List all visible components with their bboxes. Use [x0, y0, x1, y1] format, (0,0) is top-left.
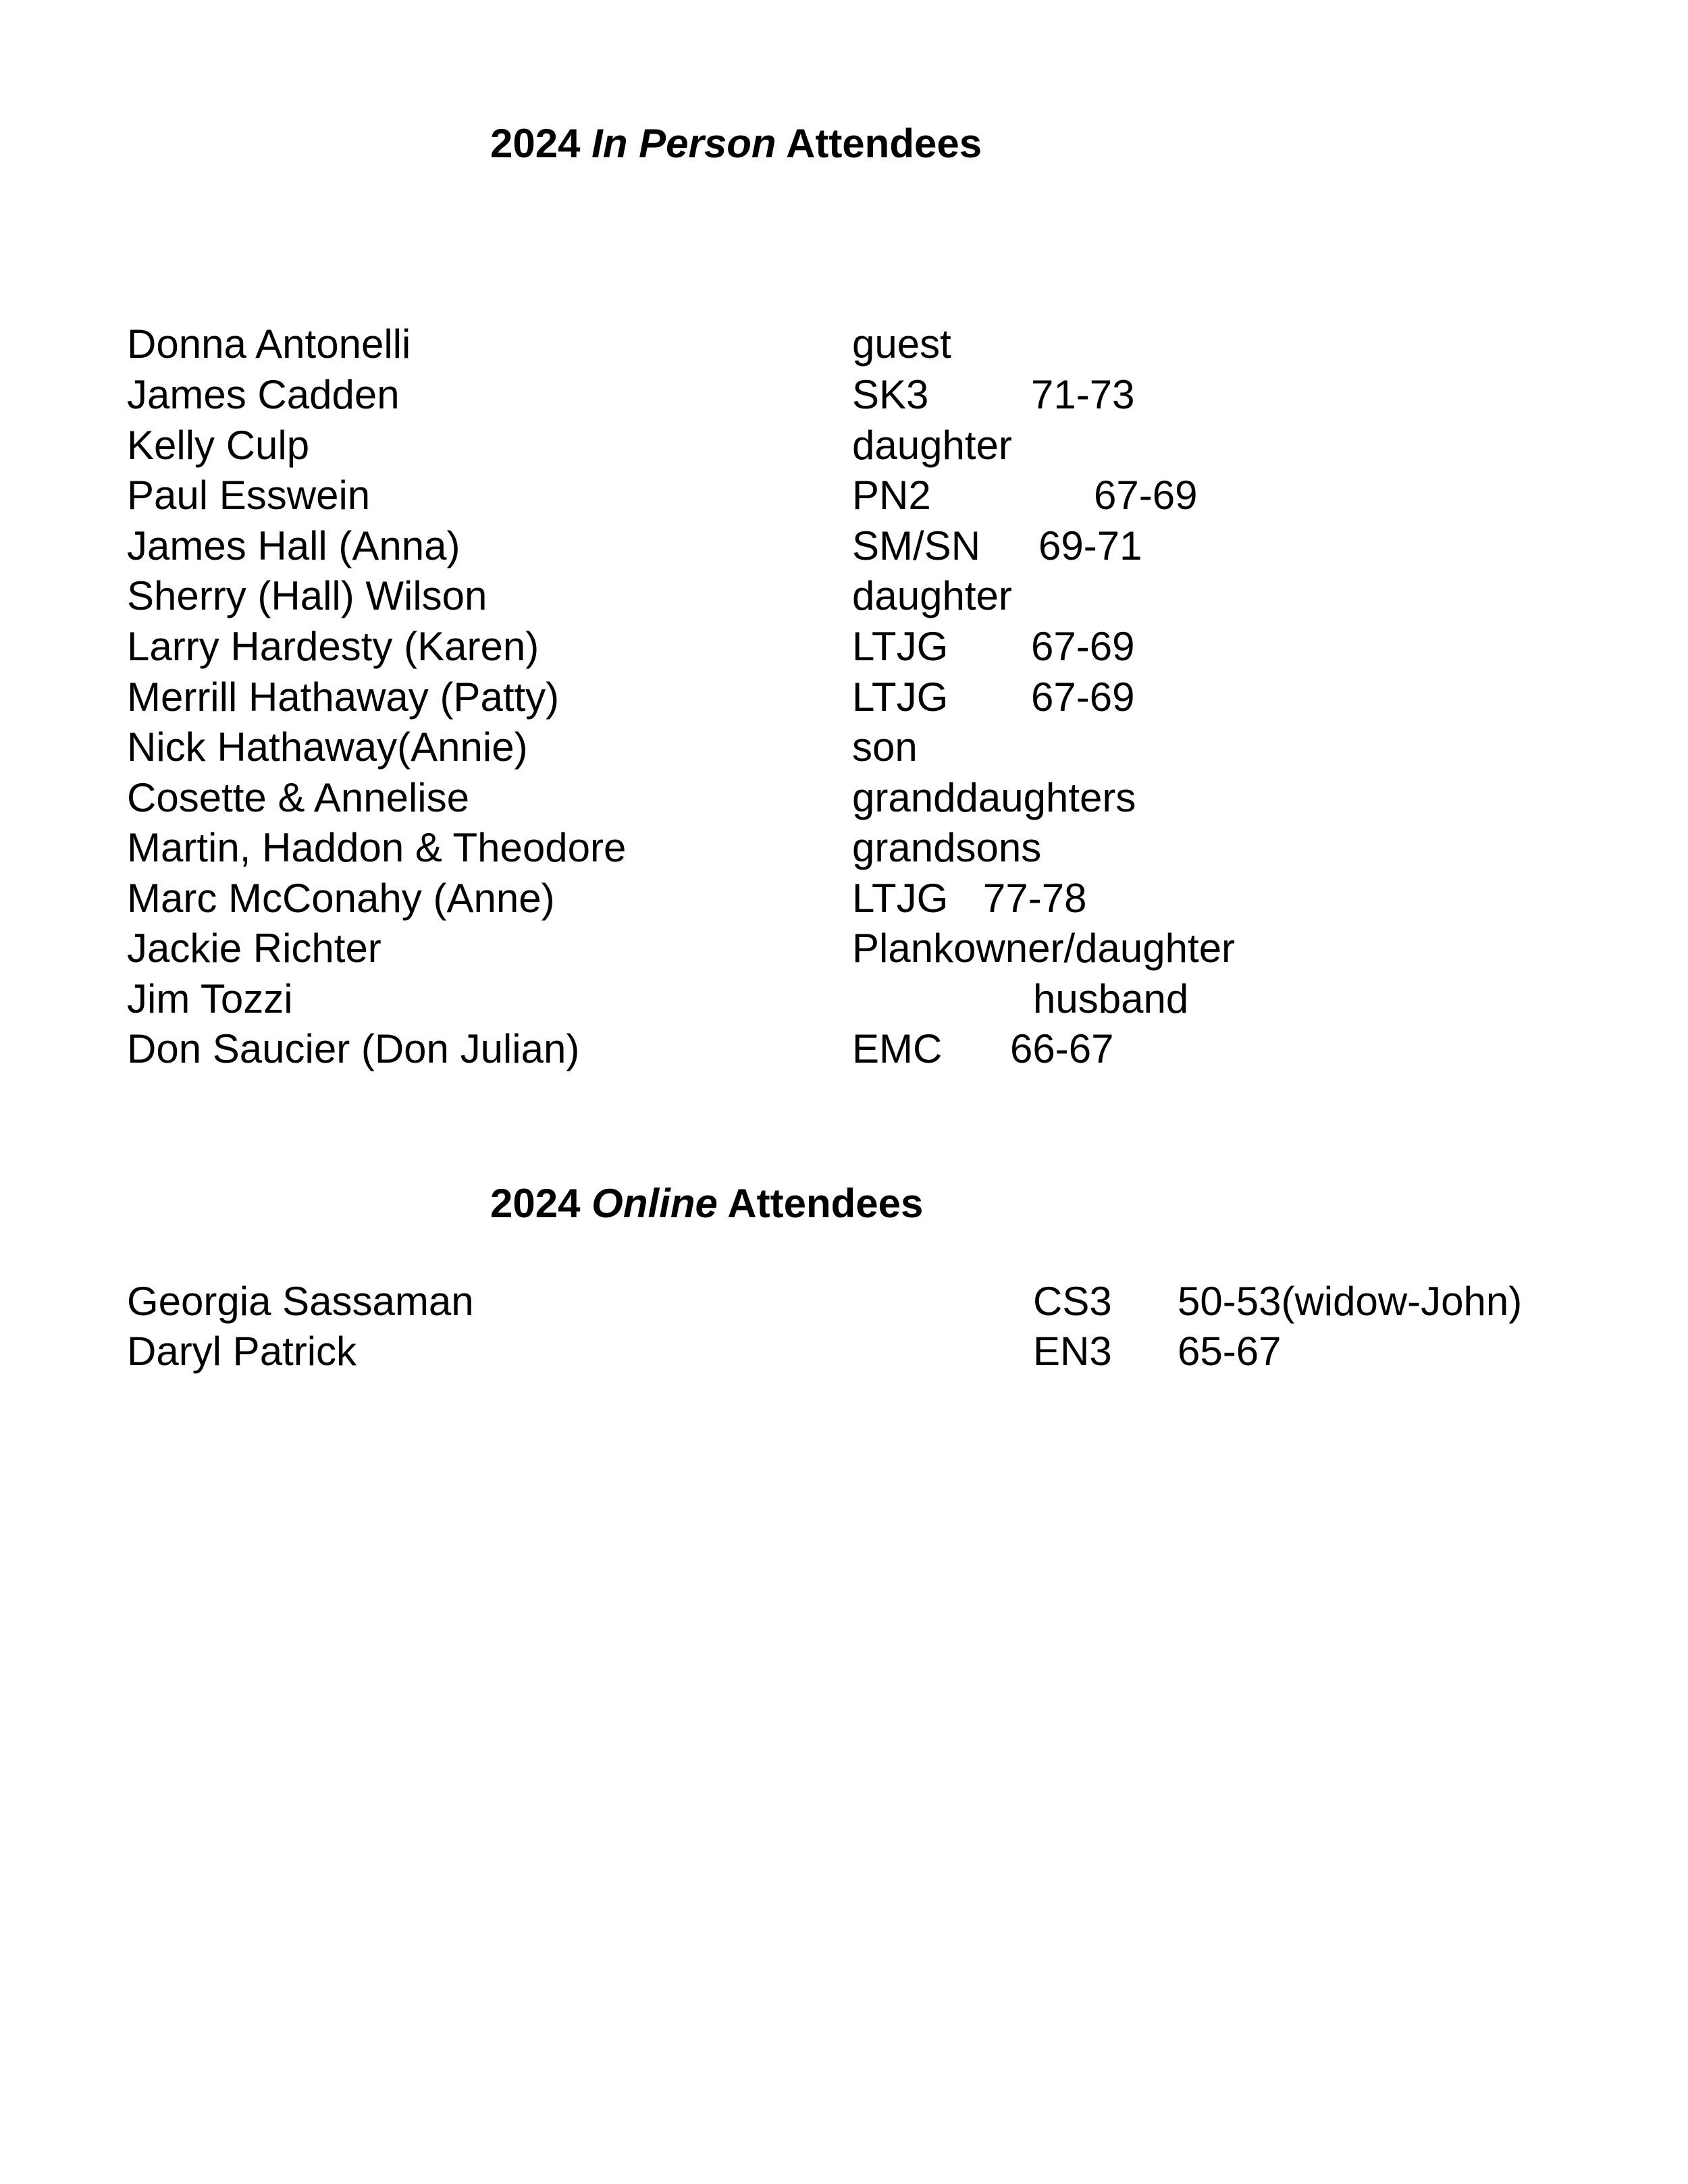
attendee-name: Martin, Haddon & Theodore [127, 825, 627, 870]
attendee-years: 71-73 [1031, 372, 1135, 417]
in-person-heading-suffix: Attendees [786, 121, 982, 166]
attendee-role: SM/SN [852, 523, 981, 568]
attendee-name: Nick Hathaway(Annie) [127, 724, 528, 770]
in-person-row [0, 674, 1688, 728]
online-heading-suffix: Attendees [727, 1181, 924, 1226]
attendee-role: EMC [852, 1026, 943, 1071]
attendee-role: LTJG [852, 624, 949, 669]
attendee-years: 67-69 [1094, 473, 1198, 518]
online-row [0, 1331, 1688, 1382]
attendee-role: CS3 [1033, 1279, 1112, 1324]
attendee-role: LTJG [852, 674, 949, 720]
attendee-years: 66-67 [1010, 1026, 1114, 1071]
attendee-role: guest [852, 321, 951, 367]
attendee-role: SK3 [852, 372, 929, 417]
attendee-years: 77-78 [983, 876, 1087, 921]
in-person-heading-year: 2024 [490, 121, 581, 166]
attendee-name: James Cadden [127, 372, 400, 417]
attendee-role: daughter [852, 423, 1012, 468]
in-person-row [0, 775, 1688, 828]
attendee-role: EN3 [1033, 1329, 1112, 1374]
in-person-row [0, 1026, 1688, 1080]
attendee-name: Jackie Richter [127, 926, 381, 971]
in-person-row [0, 372, 1688, 425]
attendee-name: Larry Hardesty (Karen) [127, 624, 539, 669]
attendee-name: Jim Tozzi [127, 976, 293, 1021]
in-person-row [0, 928, 1688, 979]
attendee-role: husband [1033, 976, 1189, 1021]
in-person-row [0, 475, 1688, 526]
attendee-role: grandsons [852, 825, 1042, 870]
in-person-row [0, 624, 1688, 677]
attendee-years: 67-69 [1031, 624, 1135, 669]
attendee-name: Paul Esswein [127, 473, 371, 518]
attendee-name: Georgia Sassaman [127, 1279, 474, 1324]
attendee-name: Kelly Culp [127, 423, 310, 468]
attendee-name: Sherry (Hall) Wilson [127, 573, 487, 618]
attendee-name: Cosette & Annelise [127, 775, 469, 820]
attendee-years: 50-53(widow-John) [1178, 1279, 1523, 1324]
attendee-role: PN2 [852, 473, 931, 518]
online-heading-year: 2024 [490, 1181, 581, 1226]
attendee-name: Don Saucier (Don Julian) [127, 1026, 580, 1071]
online-row [0, 1281, 1688, 1332]
attendee-name: James Hall (Anna) [127, 523, 460, 568]
in-person-row [0, 825, 1688, 878]
in-person-row [0, 321, 1688, 375]
in-person-row [0, 976, 1688, 1030]
attendee-role: daughter [852, 573, 1012, 618]
in-person-row [0, 573, 1688, 627]
attendee-name: Donna Antonelli [127, 321, 411, 367]
in-person-row [0, 523, 1688, 577]
in-person-heading [490, 121, 982, 166]
online-heading [490, 1183, 923, 1224]
attendee-name: Marc McConahy (Anne) [127, 876, 555, 921]
in-person-heading-emphasis: In Person [591, 121, 776, 166]
attendee-years: 69-71 [1038, 523, 1142, 568]
in-person-row [0, 724, 1688, 778]
attendee-name: Merrill Hathaway (Patty) [127, 674, 560, 720]
online-heading-emphasis: Online [591, 1181, 718, 1226]
attendee-role: granddaughters [852, 775, 1136, 820]
attendee-role: son [852, 724, 918, 770]
attendee-role: Plankowner/daughter [852, 926, 1236, 971]
in-person-row [0, 425, 1688, 476]
attendee-role: LTJG [852, 876, 949, 921]
attendee-years: 67-69 [1031, 674, 1135, 720]
attendee-years: 65-67 [1178, 1329, 1282, 1374]
in-person-row [0, 878, 1688, 929]
attendee-name: Daryl Patrick [127, 1329, 357, 1374]
